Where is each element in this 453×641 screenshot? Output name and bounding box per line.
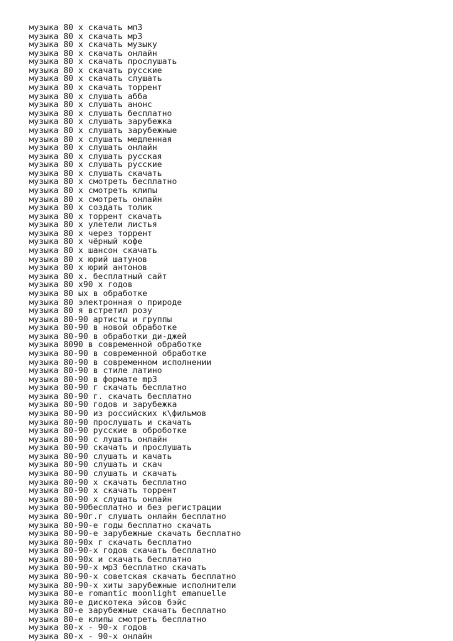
text-line: музыка 80-90 артисты и группы bbox=[29, 313, 172, 324]
text-line: музыка 80 х смотреть бесплатно bbox=[29, 176, 177, 187]
text-line: музыка 80 х шансон скачать bbox=[29, 245, 158, 256]
text-line: музыка 80-х - 90-х онлайн bbox=[29, 631, 153, 641]
text-line: музыка 80-90 в современном исполнении bbox=[29, 356, 212, 367]
text-line: музыка 80-90 с лушать онлайн bbox=[29, 433, 168, 444]
text-line: музыка 80 х через торрент bbox=[29, 227, 153, 238]
text-line: музыка 80 х скачать мр3 bbox=[29, 30, 143, 41]
text-line: музыка 80-х - 90-х годов bbox=[29, 622, 148, 633]
text-line: музыка 80-90-е зарубежные скачать бесплатно bbox=[29, 528, 241, 539]
text-line: музыка 80 х скачать прослушать bbox=[29, 56, 177, 67]
text-line: музыка 80 х торрент скачать bbox=[29, 210, 163, 221]
text-line: музыка 80-90-е годы бесплатно скачать bbox=[29, 519, 212, 530]
text-line: музыка 80-90 в обработки ди-джей bbox=[29, 330, 187, 341]
text-line: музыка 80 х скачать музыку bbox=[29, 39, 158, 50]
text-line: музыка 80-90 русские в оброботке bbox=[29, 425, 187, 436]
text-line: музыка 80 х слушать онлайн bbox=[29, 142, 158, 153]
text-line: музыка 80 х. бесплатный сайт bbox=[29, 270, 168, 281]
text-line: музыка 80-90 в формате mp3 bbox=[29, 373, 158, 384]
text-line: музыка 80 х90 х годов bbox=[29, 279, 133, 290]
text-line: музыка 80-90 х слушать онлайн bbox=[29, 493, 172, 504]
text-line: музыка 80 х смотреть онлайн bbox=[29, 193, 163, 204]
text-line: музыка 80 я встретил розу bbox=[29, 305, 153, 316]
text-line: музыка 80 х скачать мп3 bbox=[29, 22, 143, 32]
text-line: музыка 8090 в современной обработке bbox=[29, 339, 202, 350]
text-line: музыка 80-90 слушать и скачать bbox=[29, 468, 177, 479]
text-line: музыка 80-90х и скачать бесплатно bbox=[29, 553, 192, 564]
text-line: музыка 80 х слушать зарубежка bbox=[29, 116, 172, 127]
text-line: музыка 80 х смотреть клипы bbox=[29, 184, 158, 195]
text-line: музыка 80 х слушать бесплатно bbox=[29, 107, 172, 118]
text-line: музыка 80-90х г скачать бесплатно bbox=[29, 536, 192, 547]
text-line: музыка 80-90 х скачать бесплатно bbox=[29, 476, 187, 487]
text-line: музыка 80-90 скачать и прослушать bbox=[29, 442, 192, 453]
text-line: музыка 80 х слушать абба bbox=[29, 90, 148, 101]
text-line: музыка 80-90 г скачать бесплатно bbox=[29, 382, 187, 393]
text-line: музыка 80-90-х хиты зарубежные исполнители bbox=[29, 579, 237, 590]
text-line: музыка 80 х слушать русская bbox=[29, 150, 163, 161]
text-line: музыка 80 ых в обработке bbox=[29, 287, 148, 298]
text-line: музыка 80 х создать толик bbox=[29, 202, 153, 213]
text-line: музыка 80-90 в современной обработке bbox=[29, 347, 207, 358]
text-line: музыка 80 х скачать русские bbox=[29, 64, 163, 75]
text-line: музыка 80-90 прослушать и скачать bbox=[29, 416, 192, 427]
text-line: музыка 80 электронная о природе bbox=[29, 296, 182, 307]
text-line: музыка 80 х улетели листья bbox=[29, 219, 158, 230]
text-line: музыка 80-90 из российских к\фильмов bbox=[29, 408, 207, 419]
text-line: музыка 80 х юрий антонов bbox=[29, 262, 148, 273]
text-line: музыка 80-90г.г слушать онлайн бесплатно bbox=[29, 510, 227, 521]
text-line: музыка 80-е дискотека эйсов бэйс bbox=[29, 596, 187, 607]
text-line: музыка 80-е клипы смотреть бесплатно bbox=[29, 613, 207, 624]
text-line: музыка 80-е зарубежные скачать бесплатно bbox=[29, 605, 227, 616]
text-line: музыка 80-90-х советская скачать бесплатно bbox=[29, 571, 237, 581]
text-line: музыка 80 х слушать анонс bbox=[29, 99, 153, 110]
text-line: музыка 80-90-х годов скачать бесплатно bbox=[29, 545, 217, 556]
text-line: музыка 80-90 слушать и качать bbox=[29, 450, 172, 461]
text-line: музыка 80-90-х мр3 бесплатно скачать bbox=[29, 562, 207, 573]
text-line: музыка 80 х юрий шатунов bbox=[29, 253, 148, 264]
text-line: музыка 80-90 г. скачать бесплатно bbox=[29, 390, 192, 401]
text-line: музыка 80-90бесплатно и без регистрации bbox=[29, 502, 222, 513]
text-line: музыка 80 х скачать торрент bbox=[29, 82, 163, 93]
text-line: музыка 80-90 в стиле латино bbox=[29, 365, 163, 376]
text-line: музыка 80 х слушать медленная bbox=[29, 133, 172, 144]
search-phrase-list bbox=[29, 23, 241, 641]
text-line: музыка 80-90 слушать и скач bbox=[29, 459, 163, 470]
text-line: музыка 80 х чёрный кофе bbox=[29, 236, 143, 247]
text-line: музыка 80-90 в новой обработке bbox=[29, 322, 177, 333]
text-line: музыка 80 х слушать зарубежные bbox=[29, 124, 177, 135]
text-line: музыка 80 х слушать скачать bbox=[29, 167, 163, 178]
text-line: музыка 80 х скачать слушать bbox=[29, 73, 163, 84]
text-line: музыка 80-90 х скачать торрент bbox=[29, 485, 177, 496]
text-line: музыка 80 х слушать русские bbox=[29, 159, 163, 170]
text-line: музыка 80-е romantic moonlight emanuelle bbox=[29, 588, 227, 599]
text-line: музыка 80-90 годов и зарубежка bbox=[29, 399, 177, 410]
text-line: музыка 80 х скачать онлайн bbox=[29, 47, 158, 58]
